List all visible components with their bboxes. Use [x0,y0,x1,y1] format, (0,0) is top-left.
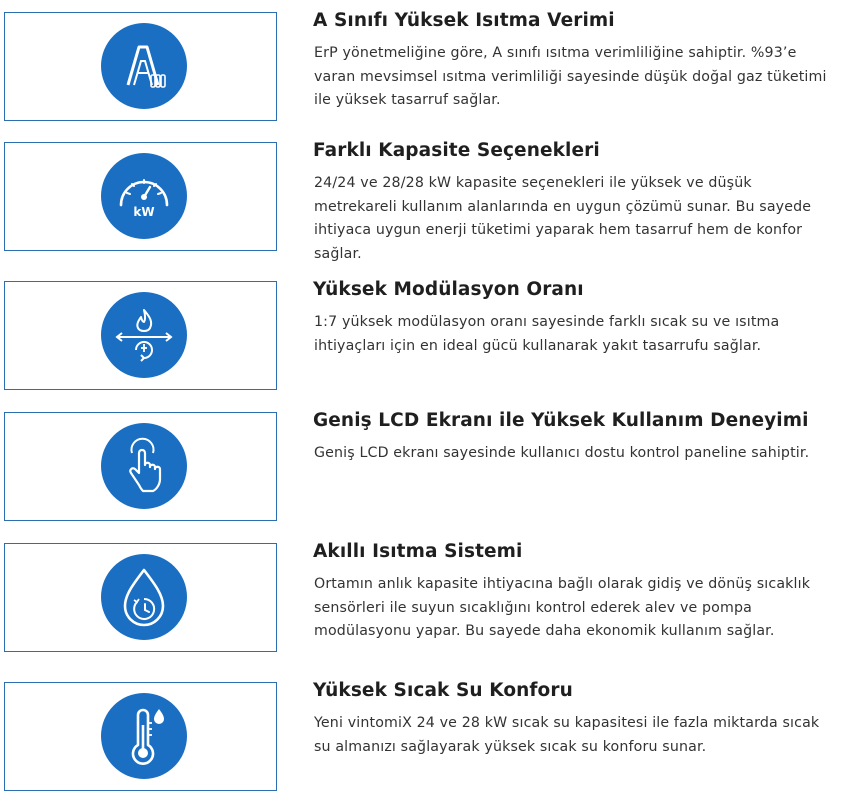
a-class-radiator-icon [101,23,187,109]
feature-title: Akıllı Isıtma Sistemi [313,541,523,562]
feature-title: Geniş LCD Ekranı ile Yüksek Kullanım Deneyimi [313,410,809,431]
gauge-unit-label: kW [133,205,155,219]
feature-description: Geniş LCD ekranı sayesinde kullanıcı dostu kontrol paneline sahiptir. [314,445,810,461]
feature-icon-box [4,142,277,251]
feature-icon-box [4,281,277,390]
feature-icon-box [4,682,277,791]
feature-description: Yeni vintomiX 24 ve 28 kW sıcak su kapasitesi ile fazla miktarda sıcak su almanızı sağlayarak yüksek sıcak su konforu sunar. [314,715,820,755]
feature-description: 1:7 yüksek modülasyon oranı sayesinde farklı sıcak su ve ısıtma ihtiyaçları için en ideal gücü kullanarak yakıt tasarrufu sağlar. [314,314,780,354]
kw-gauge-icon [101,153,187,239]
feature-title: Yüksek Sıcak Su Konforu [313,680,573,701]
feature-description: 24/24 ve 28/28 kW kapasite seçenekleri ile yüksek ve düşük metrekareli kullanım alanlarında en uygun çözümü sunar. Bu sayede ihtiyaca uygun enerji tüketimi yaparak hem tasarruf hem de konfor sağlar. [314,175,812,262]
feature-title: A Sınıfı Yüksek Isıtma Verimi [313,10,615,31]
water-drop-clock-icon [101,554,187,640]
feature-title: Farklı Kapasite Seçenekleri [313,140,600,161]
feature-description: ErP yönetmeliğine göre, A sınıfı ısıtma verimliliğine sahiptir. %93’e varan mevsimsel ısıtma verimliliği sayesinde düşük doğal gaz tüketimi ile yüksek tasarruf sağlar. [314,45,827,108]
feature-icon-box [4,412,277,521]
flame-modulation-icon [101,292,187,378]
touch-hand-icon [101,423,187,509]
feature-title: Yüksek Modülasyon Oranı [313,279,584,300]
thermometer-drop-icon [101,693,187,779]
feature-icon-box [4,12,277,121]
feature-description: Ortamın anlık kapasite ihtiyacına bağlı olarak gidiş ve dönüş sıcaklık sensörleri ile suyun sıcaklığını kontrol ederek alev ve pompa modülasyonu yapar. Bu sayede daha ekonomik kullanım sağlar. [314,576,811,639]
feature-icon-box [4,543,277,652]
